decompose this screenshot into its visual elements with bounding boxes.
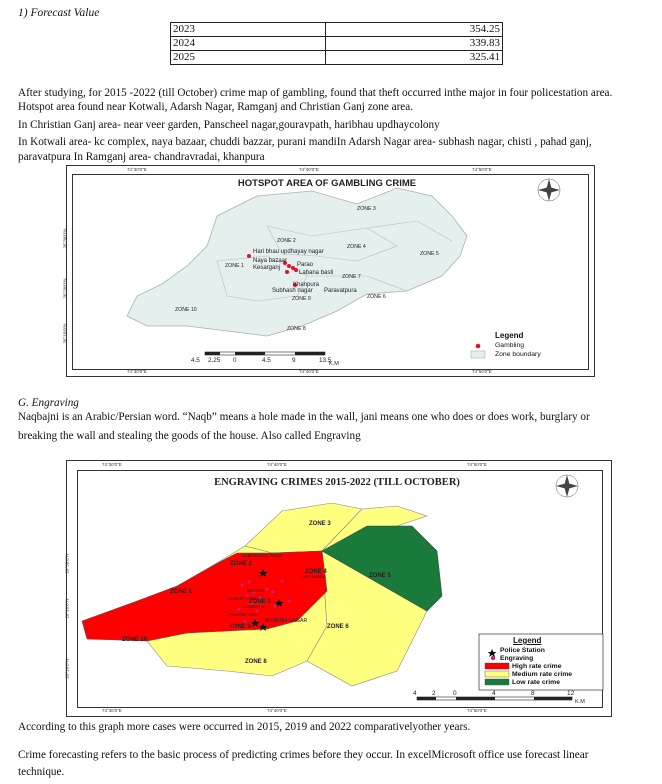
place-label: Khanpura	[293, 282, 320, 288]
scale-label: 12	[567, 690, 575, 697]
legend-item: Zone boundary	[495, 351, 541, 358]
gambling-point	[287, 264, 291, 268]
gambling-line-3: In Christian Ganj area- near veer garden, Panscheel nagar,gouravpath, haribhau updhaycolony	[18, 119, 440, 131]
zone-label: ZONE 5	[420, 251, 439, 257]
gambling-map	[62, 165, 595, 377]
top-tick: 74°40'0"E	[267, 462, 287, 467]
place-label: CHRISTIAN GANJ	[242, 554, 282, 559]
left-tick: 26°10'0"N	[62, 323, 68, 344]
scale-label: 2	[432, 690, 436, 697]
place-label: MADAR	[247, 589, 265, 594]
scale-unit: K.M	[575, 699, 585, 705]
zone-label: ZONE 6	[367, 294, 386, 300]
zone-label: ZONE 9	[292, 296, 311, 302]
gambling-line-2: Hotspot area found near Kotwali, Adarsh Nagar, Ramganj and Christian Ganj zone area.	[18, 101, 414, 113]
scale-label: 4	[492, 690, 496, 697]
closing-line-3: technique.	[18, 766, 65, 778]
top-tick: 74°30'0"E	[102, 462, 122, 467]
zone-label: ZONE 2	[277, 238, 296, 244]
place-label: ALWAR GATE	[227, 597, 258, 602]
place-label: PAHARGANJ	[229, 613, 258, 618]
legend-item: Police Station	[500, 647, 545, 654]
closing-line-2: Crime forecasting refers to the basic process of predicting crimes before they occur. In excelMicrosoft office use forecast linear	[18, 749, 589, 761]
scale-label: 0	[233, 357, 237, 364]
place-label: RAMGANJ	[243, 605, 267, 610]
bottom-tick: 74°50'0"E	[472, 369, 492, 374]
map-title: HOTSPOT AREA OF GAMBLING CRIME	[237, 178, 417, 189]
zone-label: ZONE 5	[369, 573, 391, 579]
zone-label: ZONE 6	[327, 624, 349, 630]
engraving-heading: G. Engraving	[18, 397, 79, 409]
table-row	[171, 51, 503, 65]
value-cell: 325.41	[326, 51, 503, 65]
legend-item: High rate crime	[512, 663, 562, 670]
engraving-line-2: breaking the wall and stealing the goods of the house. Also called Engraving	[18, 430, 361, 442]
left-tick: 26°20'0"N	[64, 598, 70, 619]
scale-label: 4	[413, 690, 417, 697]
left-tick: 26°10'0"N	[64, 658, 70, 679]
closing-line-1: According to this graph more cases were occurred in 2015, 2019 and 2022 comparativelyother years.	[18, 721, 471, 733]
zone-label: ZONE 7	[249, 599, 271, 605]
legend-item: Medium rate crime	[512, 671, 573, 678]
year-cell: 2023	[171, 23, 326, 37]
forecast-heading: 1) Forecast Value	[18, 7, 100, 19]
bottom-tick: 74°40'0"E	[267, 708, 287, 713]
bottom-tick: 74°30'0"E	[127, 369, 147, 374]
left-tick: 26°30'0"N	[62, 228, 68, 249]
place-label: Paravatpura	[324, 288, 357, 294]
top-tick: 74°40'0"E	[299, 167, 319, 172]
scale-label: 8	[531, 690, 535, 697]
top-tick: 74°50'0"E	[472, 167, 492, 172]
zone-label: ZONE 3	[309, 521, 331, 527]
zone-label: ZONE 10	[175, 307, 197, 313]
zone-label: ZONE 1	[225, 263, 244, 269]
gambling-line-4: In Kotwali area- kc complex, naya bazaar, chuddi bazzar, purani mandiIn Adarsh Nagar area- subhash nagar, chisti , pahad ganj,	[18, 136, 592, 148]
bottom-tick: 74°40'0"E	[299, 369, 319, 374]
legend-item: Low rate crime	[512, 679, 560, 686]
scale-unit: K.M	[329, 361, 339, 367]
bottom-tick: 74°30'0"E	[102, 708, 122, 713]
legend-title: Legend	[495, 331, 524, 340]
place-label: CIVIL LINES	[299, 575, 327, 580]
top-tick: 74°30'0"E	[127, 167, 147, 172]
scale-label: 0	[453, 690, 457, 697]
scale-label: 4.5	[191, 357, 200, 364]
year-cell: 2025	[171, 51, 326, 65]
zone-label: ZONE 9	[229, 624, 251, 630]
gambling-point	[294, 268, 298, 272]
left-tick: 26°20'0"N	[62, 278, 68, 299]
map-title: ENGRAVING CRIMES 2015-2022 (TILL OCTOBER)	[214, 477, 460, 488]
place-label: Labana basti	[299, 270, 334, 276]
engraving-map	[66, 460, 612, 717]
place-label: Naya bazaar	[253, 258, 288, 264]
zone-label: ZONE 8	[245, 659, 267, 665]
zone-label: ZONE 4	[305, 569, 327, 575]
scale-label: 4.5	[262, 357, 271, 364]
legend-title: Legend	[513, 636, 542, 645]
scale-label: 9	[292, 357, 296, 364]
scale-label: 13.5	[319, 357, 332, 364]
table-row	[171, 23, 503, 37]
zone-label: ZONE 10	[122, 637, 148, 643]
value-cell: 354.25	[326, 23, 503, 37]
table-row	[171, 37, 503, 51]
zone-label: ZONE 8	[287, 326, 306, 332]
gambling-line-5: paravatpura In Ramganj area- chandravradai, khanpura	[18, 151, 265, 163]
place-label: Parao	[297, 262, 314, 268]
place-label: Kesarganj	[253, 265, 281, 271]
left-tick: 26°30'0"N	[64, 553, 70, 574]
zone-label: ZONE 3	[357, 206, 376, 212]
place-label: Hari bhau updhayay nagar	[253, 249, 324, 255]
bottom-tick: 74°50'0"E	[467, 708, 487, 713]
zone-label: ZONE 7	[342, 274, 361, 280]
gambling-point	[247, 254, 251, 258]
zone-label: ZONE 1	[170, 589, 192, 595]
scale-label: 2.25	[208, 357, 221, 364]
value-cell: 339.83	[326, 37, 503, 51]
forecast-table	[170, 22, 503, 65]
zone-label: ZONE 4	[347, 244, 366, 250]
legend-item: Engraving	[500, 655, 534, 662]
top-tick: 74°50'0"E	[467, 462, 487, 467]
place-label: Subhash nagar	[272, 288, 313, 294]
gambling-line-1: After studying, for 2015 -2022 (till October) crime map of gambling, found that theft occurred inthe major in four policestation area.	[18, 87, 613, 99]
place-label: ADARSH NAGAR	[265, 618, 308, 624]
gambling-point	[285, 270, 289, 274]
zone-label: ZONE 2	[230, 561, 252, 567]
year-cell: 2024	[171, 37, 326, 51]
legend-item: Gambling	[495, 342, 525, 349]
engraving-line-1: Naqbajni is an Arabic/Persian word. “Naqb” means a hole made in the wall, jani means one who does or does work, burglary or	[18, 411, 590, 423]
